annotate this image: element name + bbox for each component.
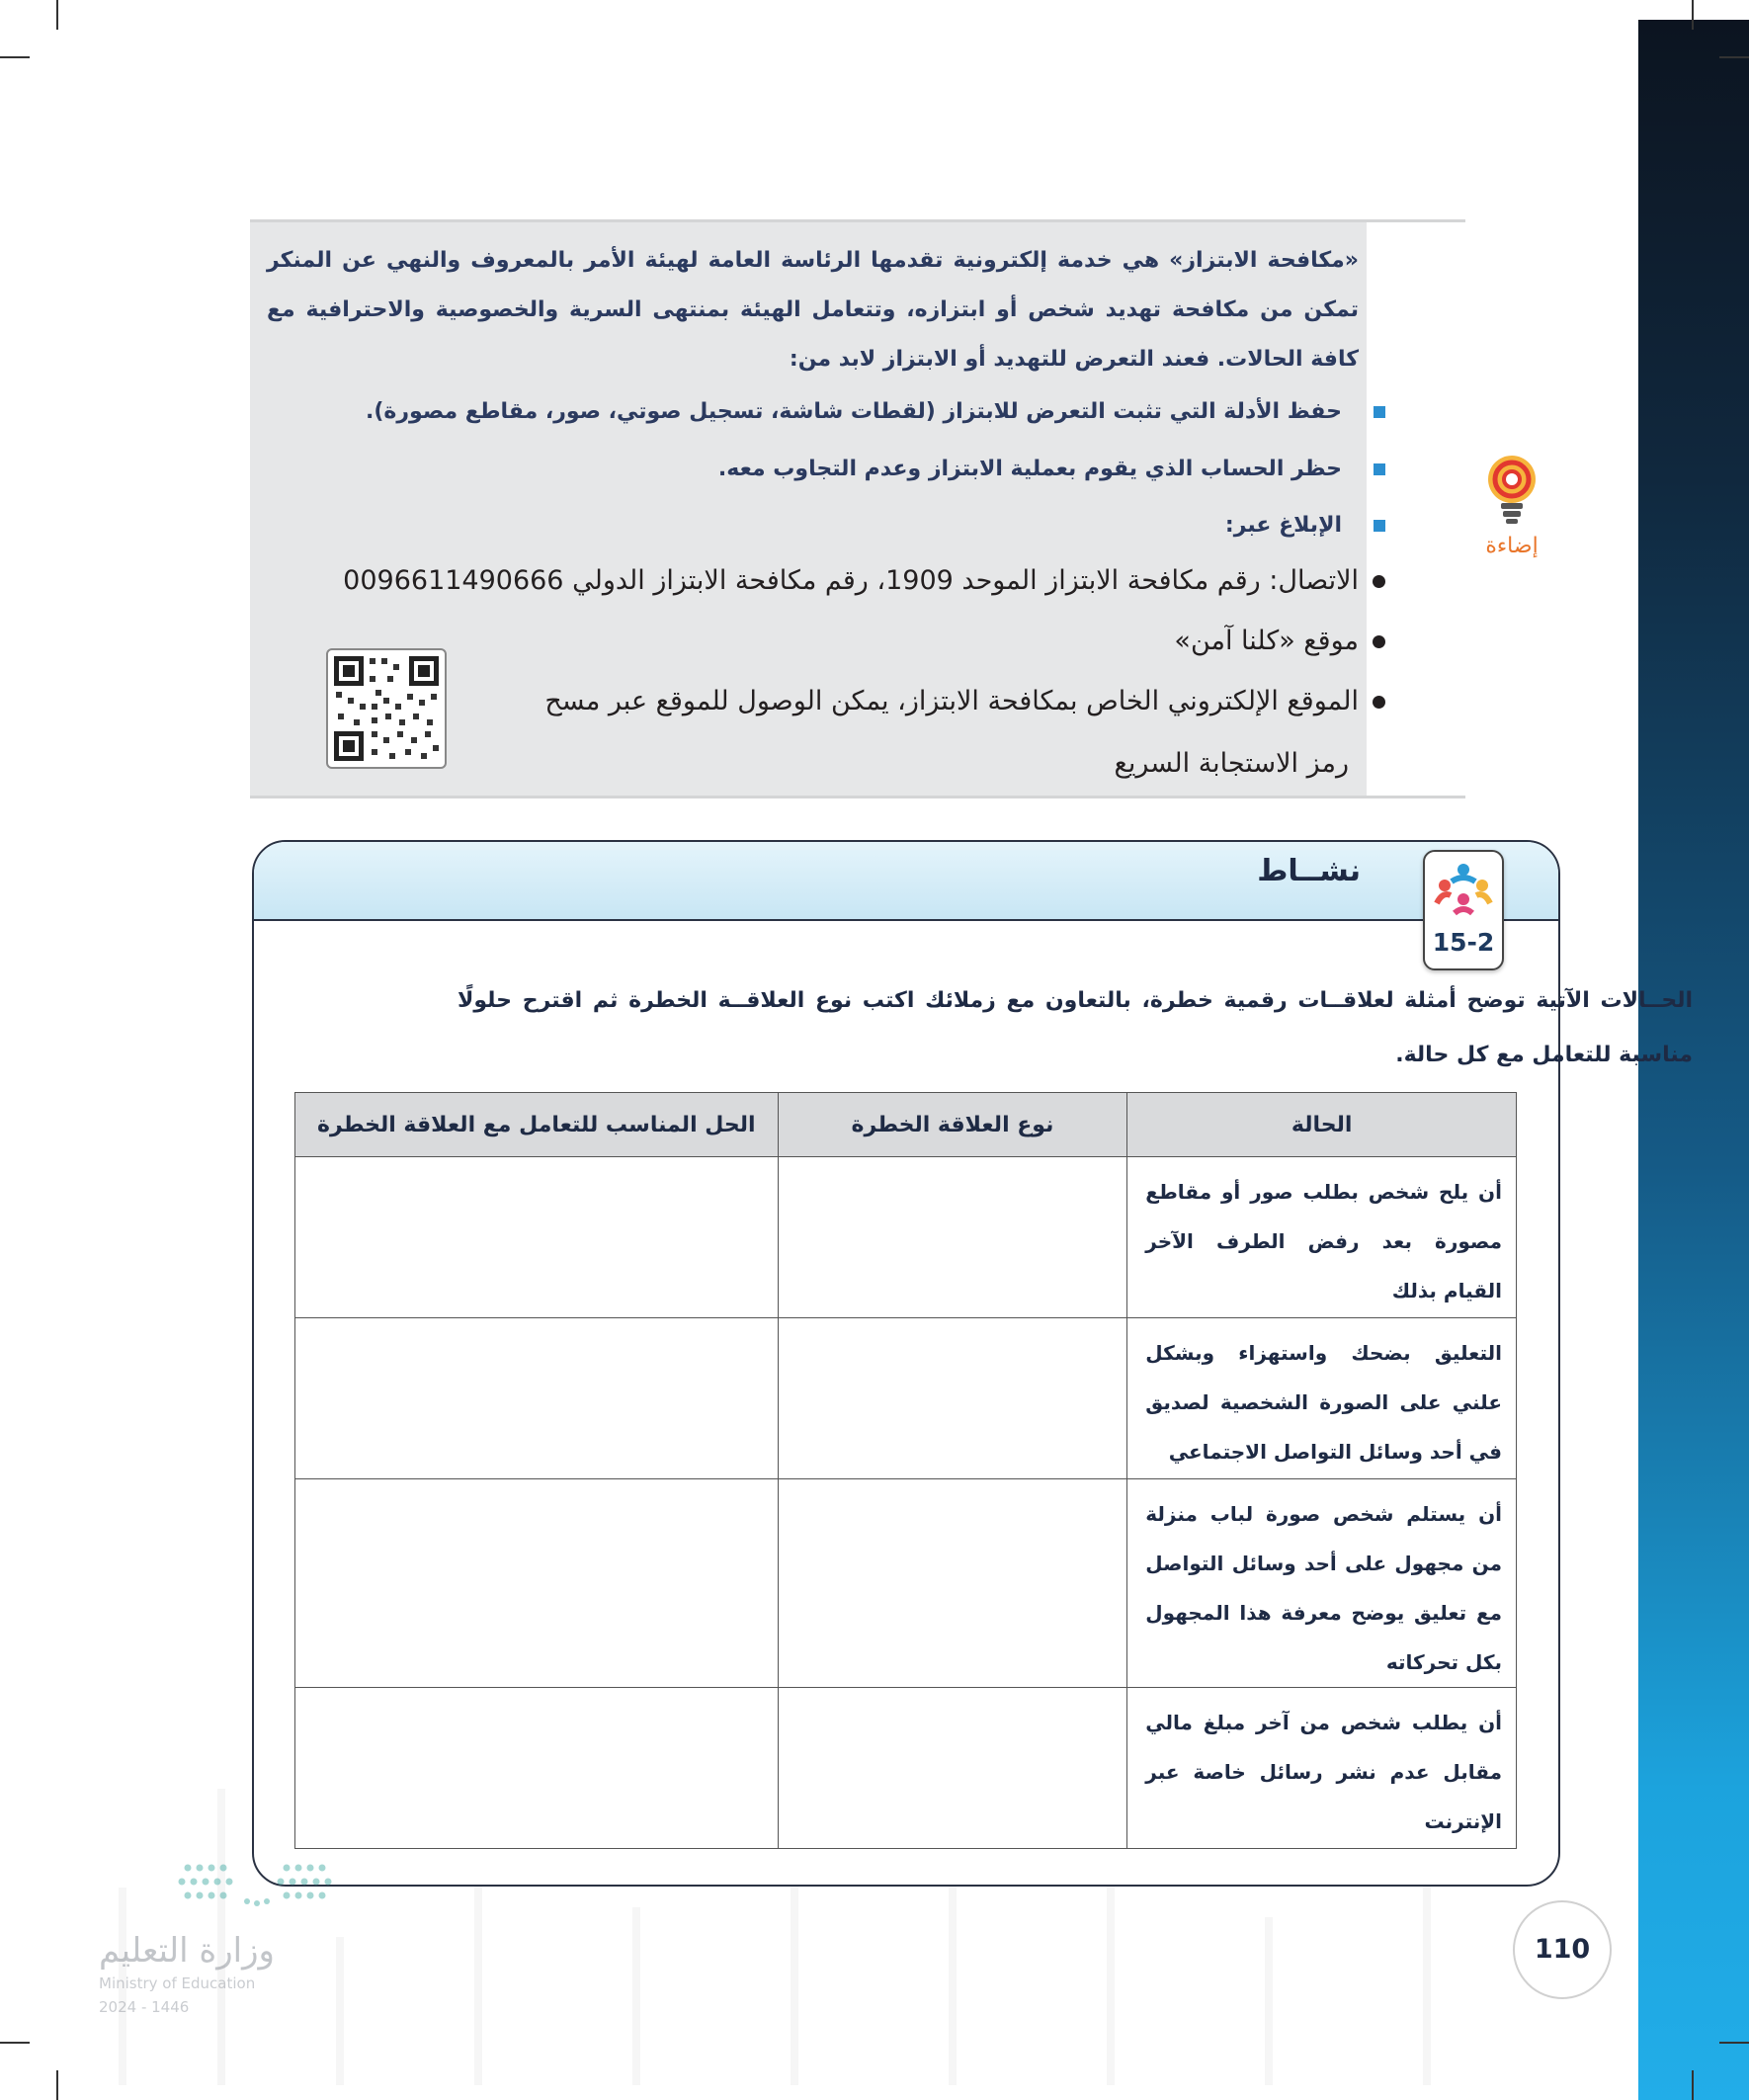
people-group-icon: [1425, 852, 1502, 921]
table-row: [295, 1479, 1517, 1688]
activity-table: [294, 1092, 1517, 1849]
round-bullet-icon: [1373, 575, 1385, 588]
crop-mark: [1719, 2042, 1749, 2044]
crop-mark: [1692, 0, 1694, 30]
table-row: [295, 1157, 1517, 1318]
info-sub-bullet: موقع «كلنا آمن»: [1174, 626, 1385, 656]
info-bullet: حفظ الأدلة التي تثبت التعرض للابتزاز (لقطات شاشة، تسجيل صوتي، صور، مقاطع مصورة).: [366, 399, 1385, 424]
column-header-case: الحالة: [1127, 1093, 1517, 1157]
crop-mark: [56, 0, 58, 30]
info-paragraph: «مكافحة الابتزاز» هي خدمة إلكترونية تقدمها الرئاسة العامة لهيئة الأمر بالمعروف والنهي عن المنكر تمكن من مكافحة تهديد شخص أو ابتزازه، وتتعامل الهيئة بمنتهى السرية والخصوصية والاحترافية مع كافة الحالات. فعند التعرض للتهديد أو الابتزاز لابد من:: [267, 248, 1359, 372]
case-cell: التعليق بضحك واستهزاء وبشكل علني على الصورة الشخصية لصديق في أحد وسائل التواصل الاجتماعي: [1127, 1318, 1517, 1479]
solution-cell[interactable]: [295, 1479, 779, 1688]
ministry-year: 2024 - 1446: [99, 1998, 190, 2016]
activity-intro: الحــالات الآتية توضح أمثلة لعلاقــات رقمية خطرة، بالتعاون مع زملائك اكتب نوع العلاقــة الخطرة ثم اقترح حلولًا مناسبة للتعامل مع كل حالة.: [458, 988, 1693, 1067]
activity-number: 15-2: [1432, 928, 1495, 957]
info-sub-bullet: الاتصال: رقم مكافحة الابتزاز الموحد 1909، رقم مكافحة الابتزاز الدولي 0096611490666: [343, 565, 1385, 596]
case-cell: أن يلح شخص بطلب صور أو مقاطع مصورة بعد رفض الطرف الآخر القيام بذلك: [1127, 1157, 1517, 1318]
table-row: [295, 1688, 1517, 1849]
crop-mark: [1719, 56, 1749, 58]
crop-mark: [0, 2042, 30, 2044]
crop-mark: [0, 56, 30, 58]
activity-badge: [1423, 850, 1504, 970]
case-cell: أن يطلب شخص من آخر مبلغ مالي مقابل عدم نشر رسائل خاصة عبر الإنترنت: [1127, 1688, 1517, 1849]
ministry-logo: [99, 1858, 356, 2026]
relation-type-cell[interactable]: [778, 1688, 1127, 1849]
lightbulb-icon: [1477, 450, 1546, 533]
round-bullet-icon: [1373, 635, 1385, 648]
square-bullet-icon: [1374, 406, 1385, 418]
info-sub-bullet: الموقع الإلكتروني الخاص بمكافحة الابتزاز، يمكن الوصول للموقع عبر مسح: [544, 686, 1385, 716]
info-bullet: الإبلاغ عبر:: [1225, 513, 1385, 538]
ministry-name-arabic: وزارة التعليم: [99, 1931, 275, 1971]
solution-cell[interactable]: [295, 1688, 779, 1849]
square-bullet-icon: [1374, 463, 1385, 475]
crop-mark: [1692, 2070, 1694, 2100]
qr-code-icon: [328, 650, 445, 767]
crop-mark: [56, 2070, 58, 2100]
qr-code[interactable]: [326, 648, 447, 769]
table-row: [295, 1318, 1517, 1479]
column-header-solution: الحل المناسب للتعامل مع العلاقة الخطرة: [295, 1093, 779, 1157]
info-sub-bullet-continuation: رمز الاستجابة السريع: [1114, 748, 1349, 779]
relation-type-cell[interactable]: [778, 1479, 1127, 1688]
relation-type-cell[interactable]: [778, 1157, 1127, 1318]
round-bullet-icon: [1373, 696, 1385, 709]
page-number: 110: [1513, 1900, 1612, 1999]
info-bullet: حظر الحساب الذي يقوم بعملية الابتزاز وعدم التجاوب معه.: [718, 457, 1385, 481]
ministry-dots-icon: [99, 1858, 356, 1927]
side-label: إضاءة: [1485, 534, 1539, 558]
square-bullet-icon: [1374, 520, 1385, 532]
ministry-name-english: Ministry of Education: [99, 1974, 256, 1992]
solution-cell[interactable]: [295, 1157, 779, 1318]
case-cell: أن يستلم شخص صورة لباب منزلة من مجهول على أحد وسائل التواصل مع تعليق يوضح معرفة هذا المجهول بكل تحركاته: [1127, 1479, 1517, 1688]
table-header-row: [295, 1093, 1517, 1157]
activity-title: نشــاط: [1257, 854, 1361, 888]
column-header-relation-type: نوع العلاقة الخطرة: [778, 1093, 1127, 1157]
relation-type-cell[interactable]: [778, 1318, 1127, 1479]
solution-cell[interactable]: [295, 1318, 779, 1479]
activity-header: [254, 842, 1558, 921]
